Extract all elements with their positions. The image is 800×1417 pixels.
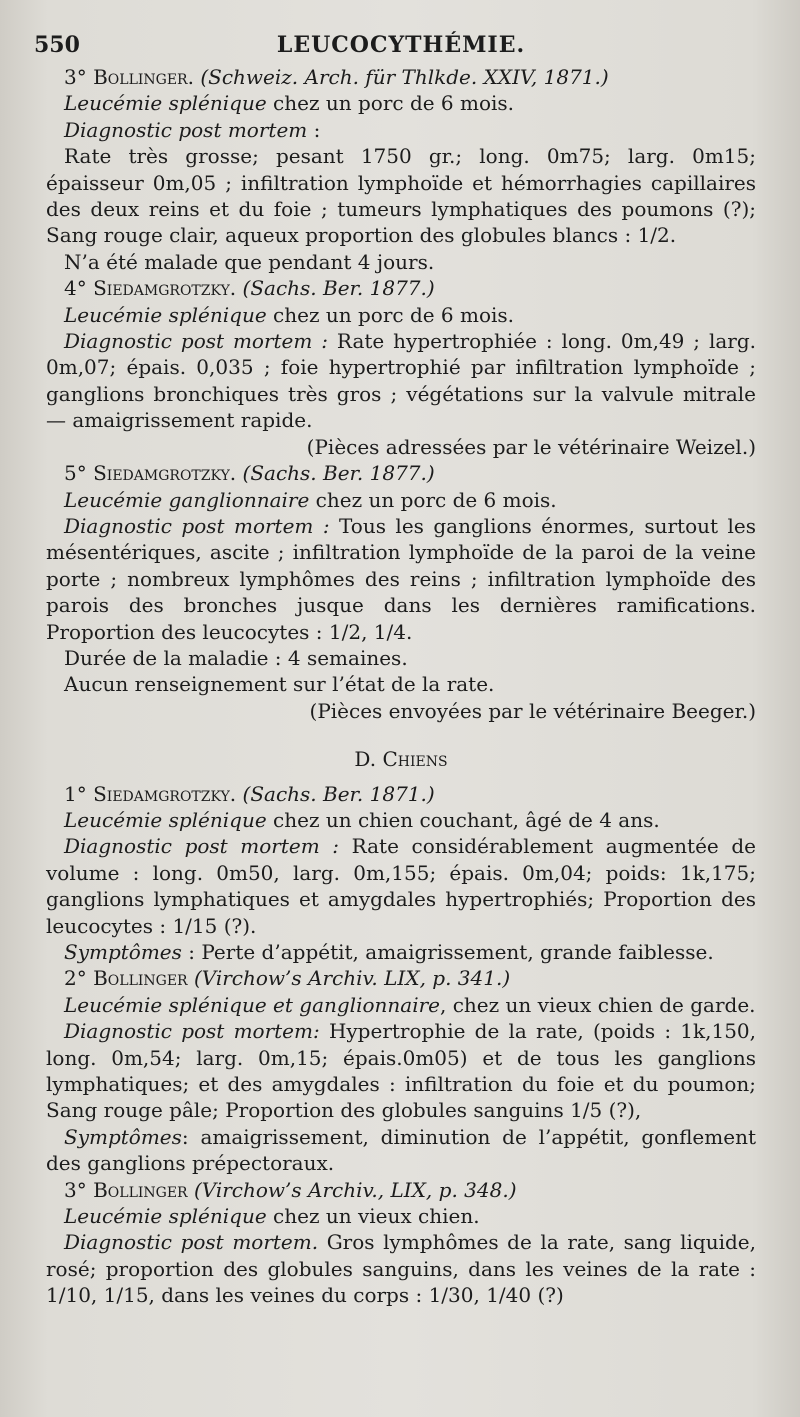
diagnostic-text: Diagnostic post mortem : Rate considérablement augmentée de volume : long. 0m50, larg. 0m,155; épais. 0m,04; poids: 1k,175; ganglions lymphatiques et amygdales hypertrophiés; Proportion des leucocytes : 1/15 (?). (46, 834, 756, 938)
case-note: Aucun renseignement sur l’état de la rate. (64, 672, 495, 697)
diagnostic-text: Diagnostic post mortem: Hypertrophie de la rate, (poids : 1k,150, long. 0m,54; larg. 0m,15; épais.0m05) et de tous les ganglions lymphatiques; et des amygdales : infiltration du foie et du poumon; Sang rouge pâle; Proportion des globules sanguins 1/5 (?), (46, 1019, 757, 1123)
disease-type: Leucémie splénique chez un porc de 6 mois. (64, 302, 515, 327)
author-name: Siedamgrotzky. (93, 781, 237, 806)
author-name: Bollinger (93, 966, 188, 991)
case-heading: 1° Siedamgrotzky. (Sachs. Ber. 1871.) (64, 781, 435, 806)
section-title: D. Chiens (354, 747, 448, 772)
diagnostic-label: Diagnostic post mortem : (64, 117, 321, 142)
reference: (Sachs. Ber. 1871.) (242, 781, 435, 806)
reference: (Virchow’s Archiv. LIX, p. 341.) (193, 966, 511, 991)
reference: (Schweiz. Arch. für Thlkde. XXIV, 1871.) (200, 65, 609, 89)
symptoms: Symptômes: amaigrissement, diminution de l’appétit, gonflement des ganglions prépectoraux. (46, 1124, 756, 1176)
case-heading: 3° Bollinger (Virchow’s Archiv., LIX, p. 348.) (64, 1177, 517, 1202)
duration-note: Durée de la maladie : 4 semaines. (64, 645, 408, 670)
diagnostic-text: Diagnostic post mortem. Gros lymphômes de la rate, sang liquide, rosé; proportion des globules sanguins, dans les veines de la rate : 1/10, 1/15, dans les veines du corps : 1/30, 1/40 (?) (46, 1230, 756, 1308)
reference: (Virchow’s Archiv., LIX, p. 348.) (193, 1177, 517, 1202)
case-note: N’a été malade que pendant 4 jours. (64, 249, 435, 274)
disease-type: Leucémie splénique chez un vieux chien. (64, 1204, 480, 1229)
reference: (Sachs. Ber. 1877.) (242, 276, 435, 301)
diagnostic-text: Rate très grosse; pesant 1750 gr.; long. 0m75; larg. 0m15; épaisseur 0m,05 ; infiltration lymphoïde et hémorrhagies capillaires des deux reins et du foie ; tumeurs lymphatiques des poumons (?); Sang rouge clair, aqueux proportion des globules blancs : 1/2. (46, 144, 756, 248)
author-name: Bollinger (93, 1177, 188, 1202)
disease-type: Leucémie splénique et ganglionnaire, chez un vieux chien de garde. (64, 992, 756, 1017)
case-heading: 3° Bollinger. (Schweiz. Arch. für Thlkde. XXIV, 1871.) (64, 65, 609, 89)
author-name: Siedamgrotzky. (93, 276, 237, 301)
case-heading: 4° Siedamgrotzky. (Sachs. Ber. 1877.) (64, 276, 435, 301)
diagnostic-text: Diagnostic post mortem : Tous les ganglions énormes, surtout les mésentériques, ascite ; infiltration lymphoïde de la paroi de la veine porte ; nombreux lymphômes des reins ; infiltration lymphoïde des parois des bronches jusque dans les dernières ramifications. Proportion des leucocytes : 1/2, 1/4. (46, 513, 756, 644)
author-name: Siedamgrotzky. (93, 461, 237, 486)
symptoms: Symptômes : Perte d’appétit, amaigrissement, grande faiblesse. (64, 940, 714, 964)
case-heading: 5° Siedamgrotzky. (Sachs. Ber. 1877.) (64, 461, 435, 486)
case-heading: 2° Bollinger (Virchow’s Archiv. LIX, p. 341.) (64, 966, 511, 991)
body-text (46, 64, 756, 1309)
running-title: LEUCOCYTHÉMIE. (276, 32, 526, 58)
page-header (34, 24, 756, 64)
reference: (Sachs. Ber. 1877.) (242, 461, 435, 486)
disease-type: Leucémie ganglionnaire chez un porc de 6 mois. (64, 487, 557, 512)
disease-type: Leucémie splénique chez un chien couchant, âgé de 4 ans. (64, 807, 660, 832)
diagnostic-text: Diagnostic post mortem : Rate hypertrophiée : long. 0m,49 ; larg. 0m,07; épais. 0,035 ; foie hypertrophié par infiltration lymphoïde ; ganglions bronchiques très gros ; végétations sur la valvule mitrale — amaigrissement rapide. (46, 329, 756, 433)
disease-type: Leucémie splénique chez un porc de 6 mois. (64, 91, 515, 116)
author-name: Bollinger. (93, 65, 194, 89)
page-number: 550 (34, 32, 80, 58)
source-note: (Pièces envoyées par le vétérinaire Beeger.) (309, 698, 756, 723)
source-note: (Pièces adressées par le vétérinaire Weizel.) (306, 434, 756, 459)
